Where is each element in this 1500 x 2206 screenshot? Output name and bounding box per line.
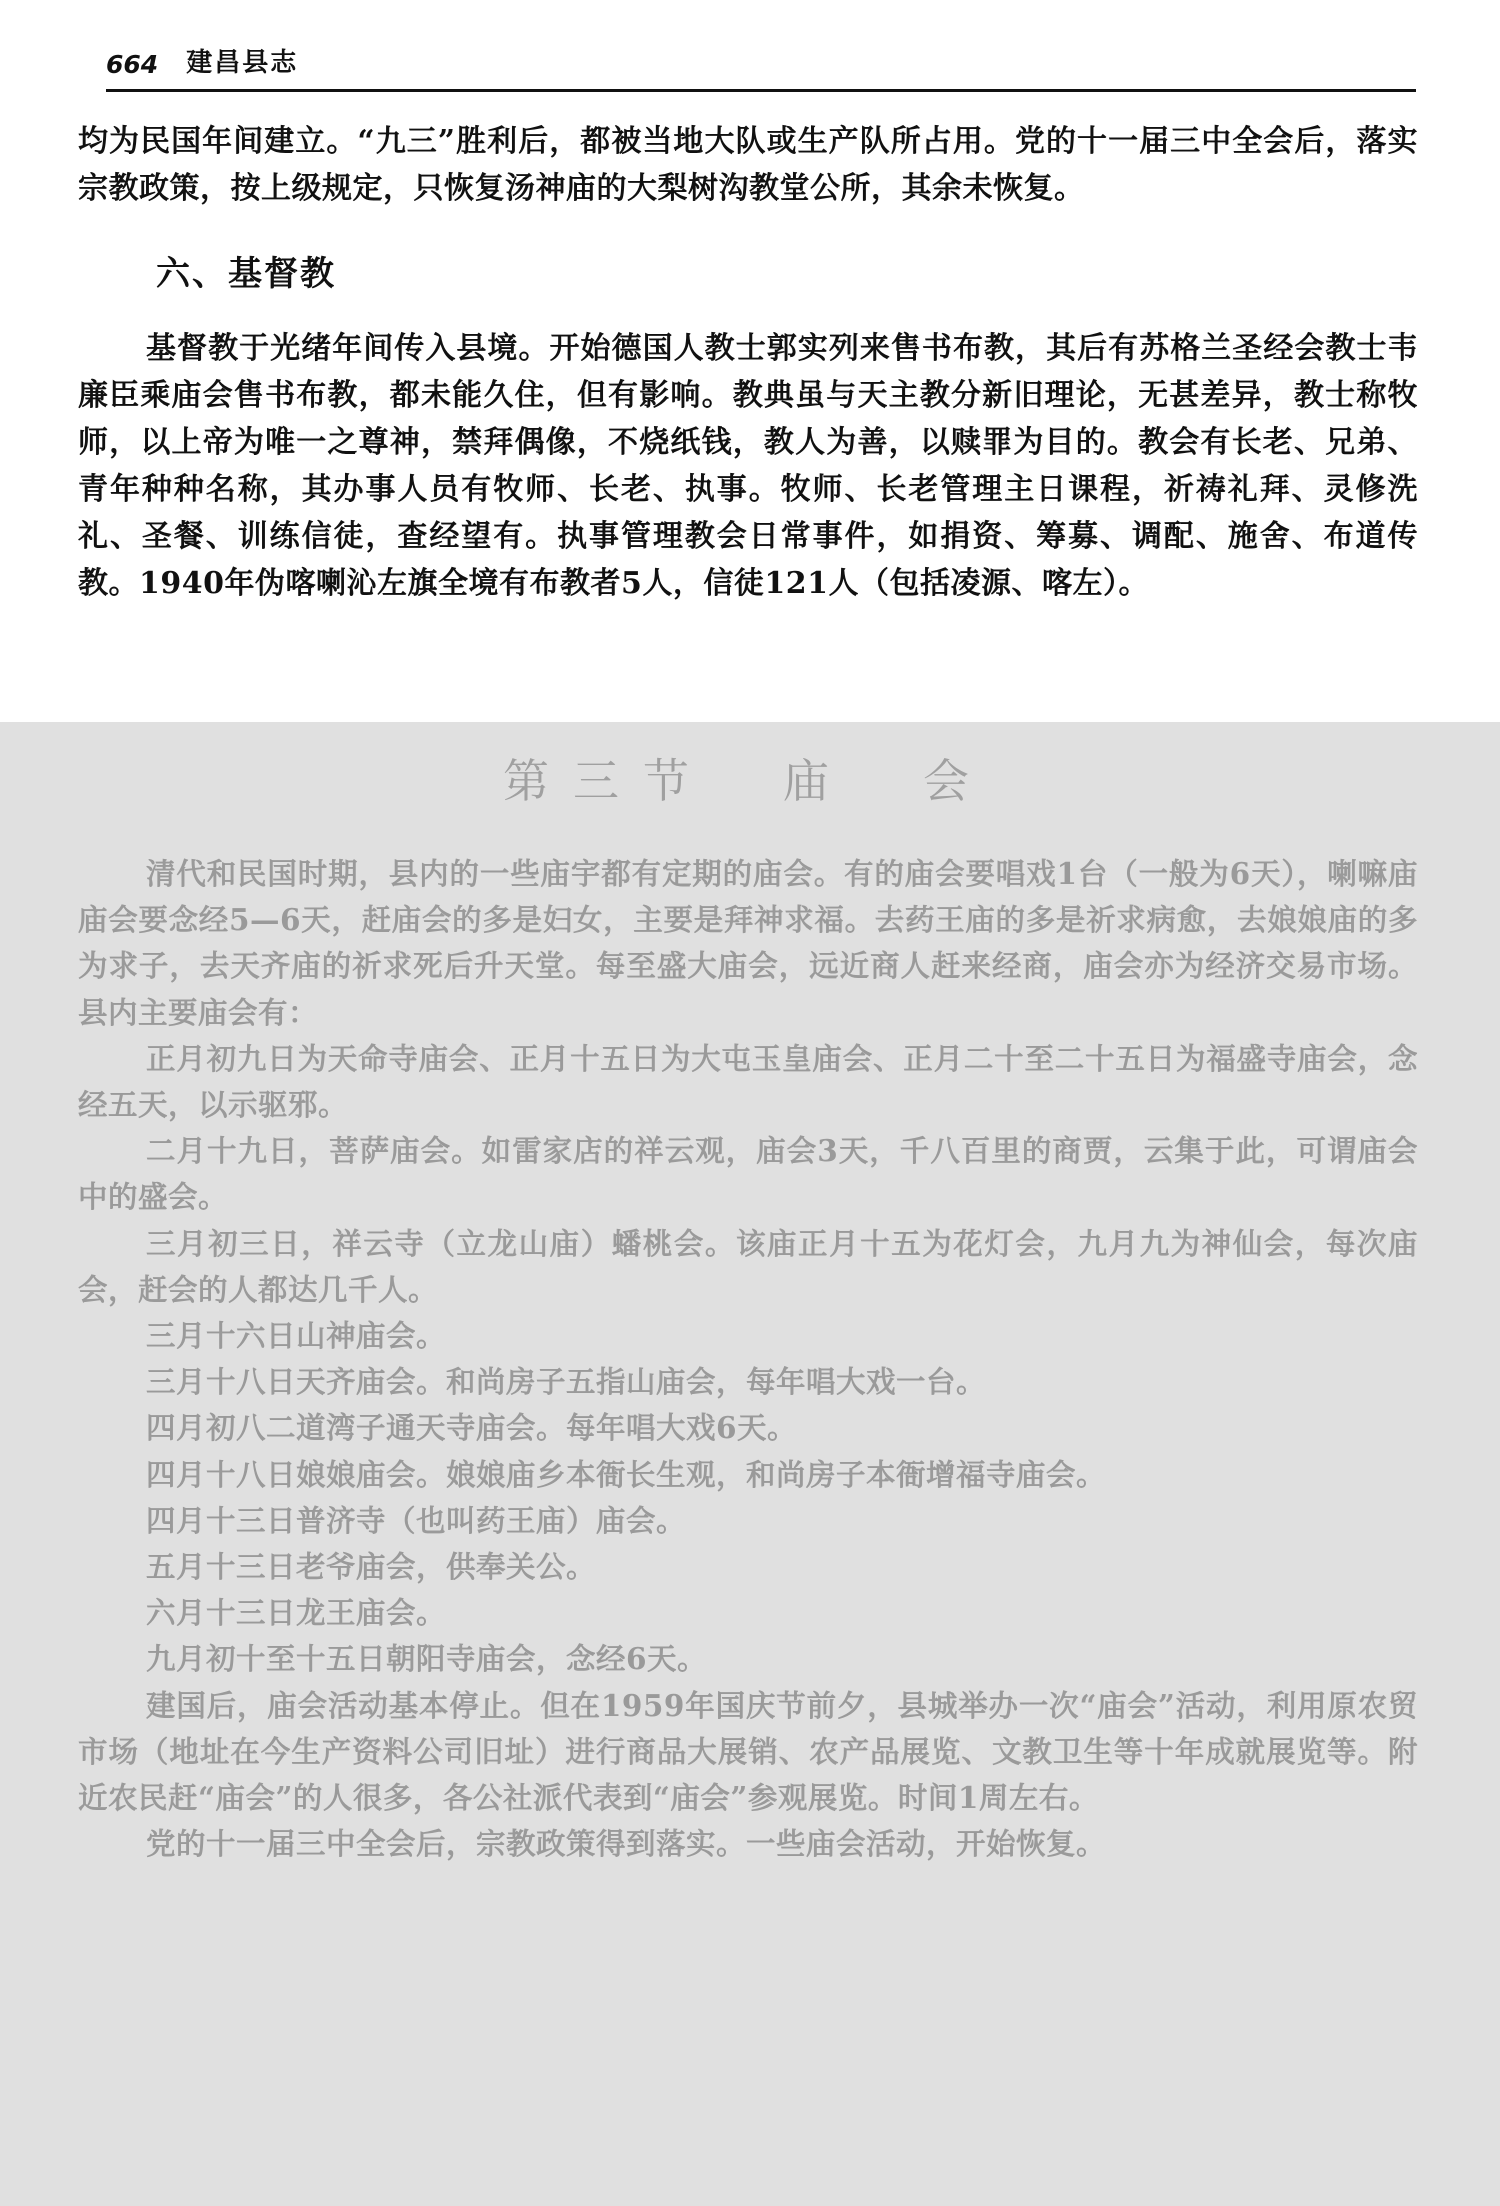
subheading-christianity: 六、基督教 (156, 254, 336, 294)
section-paragraph: 清代和民国时期，县内的一些庙宇都有定期的庙会。有的庙会要唱戏1台（一般为6天），喇嘛庙庙会要念经5—6天，赶庙会的多是妇女，主要是拜神求福。去药王庙的多是祈求病愈，去娘娘庙的多为求子，去天齐庙的祈求死后升天堂。每至盛大庙会，远近商人赶来经商，庙会亦为经济交易市场。县内主要庙会有： (78, 856, 1418, 1030)
page-header (106, 40, 1416, 92)
section-paragraph: 三月十六日山神庙会。 (146, 1318, 447, 1354)
top-text-region (78, 118, 1418, 607)
section-paragraph: 三月初三日，祥云寺（立龙山庙）蟠桃会。该庙正月十五为花灯会，九月九为神仙会，每次庙会，赶会的人都达几千人。 (78, 1225, 1418, 1307)
section-paragraph: 二月十九日，菩萨庙会。如雷家店的祥云观，庙会3天，千八百里的商贾，云集于此，可谓庙会中的盛会。 (78, 1133, 1418, 1215)
section-title: 第三节 庙 会 (503, 754, 993, 808)
book-title: 建昌县志 (186, 48, 299, 78)
section-paragraph: 六月十三日龙王庙会。 (146, 1595, 447, 1631)
section-paragraph: 三月十八日天齐庙会。和尚房子五指山庙会，每年唱大戏一台。 (146, 1364, 987, 1400)
paragraph-intro: 均为民国年间建立。“九三”胜利后，都被当地大队或生产队所占用。党的十一届三中全会后，落实宗教政策，按上级规定，只恢复汤神庙的大梨树沟教堂公所，其余未恢复。 (78, 124, 1418, 206)
section-paragraph: 四月十三日普济寺（也叫药王庙）庙会。 (146, 1502, 687, 1538)
section-paragraph: 党的十一届三中全会后，宗教政策得到落实。一些庙会活动，开始恢复。 (146, 1826, 1107, 1862)
section-paragraph: 九月初十至十五日朝阳寺庙会，念经6天。 (146, 1641, 708, 1677)
page-number: 664 (106, 50, 159, 79)
paragraph-christianity: 基督教于光绪年间传入县境。开始德国人教士郭实列来售书布教，其后有苏格兰圣经会教士韦廉臣乘庙会售书布教，都未能久住，但有影响。教典虽与天主教分新旧理论，无甚差异，教士称牧师，以上帝为唯一之尊神，禁拜偶像，不烧纸钱，教人为善，以赎罪为目的。教会有长老、兄弟、青年种种名称，其办事人员有牧师、长老、执事。牧师、长老管理主日课程，祈祷礼拜、灵修洗礼、圣餐、训练信徒，查经望有。执事管理教会日常事件，如捐资、筹募、调配、施舍、布道传教。1940年伪喀喇沁左旗全境有布教者5人，信徒121人（包括凌源、喀左）。 (78, 331, 1418, 601)
section-paragraph: 四月初八二道湾子通天寺庙会。每年唱大戏6天。 (146, 1410, 798, 1446)
section-paragraph: 正月初九日为天命寺庙会、正月十五日为大屯玉皇庙会、正月二十至二十五日为福盛寺庙会，念经五天，以示驱邪。 (78, 1040, 1418, 1123)
section-temple-fairs (78, 745, 1418, 1867)
section-paragraph: 建国后，庙会活动基本停止。但在1959年国庆节前夕，县城举办一次“庙会”活动，利用原农贸市场（地址在今生产资料公司旧址）进行商品大展销、农产品展览、文教卫生等十年成就展览等。附近农民赶“庙会”的人很多，各公社派代表到“庙会”参观展览。时间1周左右。 (78, 1687, 1418, 1816)
section-paragraph: 五月十三日老爷庙会，供奉关公。 (146, 1549, 597, 1585)
section-paragraph: 四月十八日娘娘庙会。娘娘庙乡本衙长生观，和尚房子本衙增福寺庙会。 (146, 1456, 1107, 1492)
